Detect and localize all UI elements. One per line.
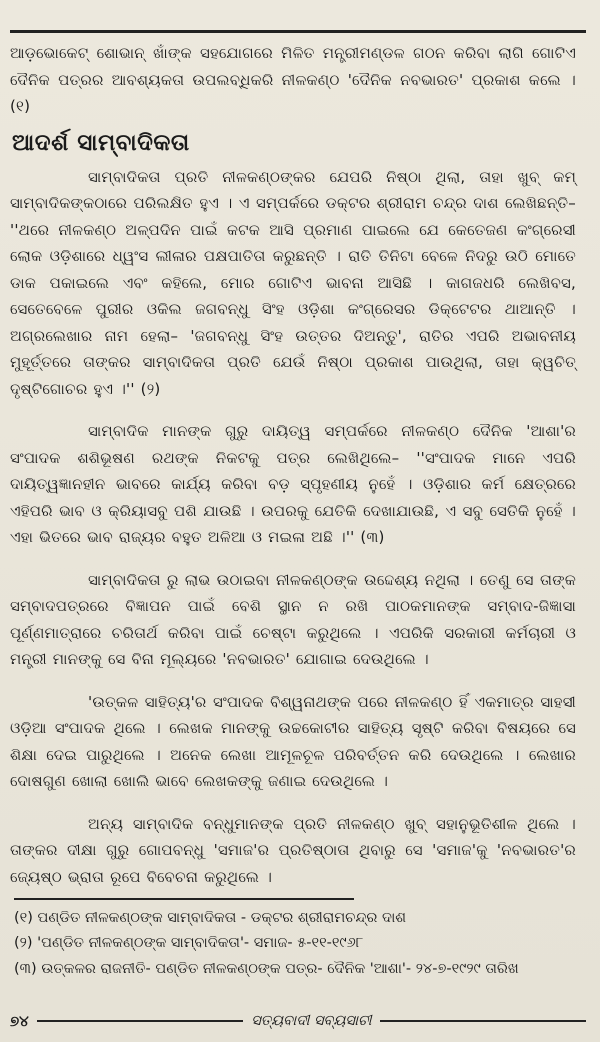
book-title: ସତ୍ୟବାଦୀ ସବ୍ୟସାଚୀ — [251, 1013, 372, 1029]
footnote-rule — [14, 898, 354, 900]
footnote-3: (୩) ଉତ୍କଳର ରାଜନୀତି- ପଣ୍ଡିତ ନୀଳକଣ୍ଠଙ୍କ ପତ୍ର- ଦୈନିକ 'ଆଶା'- ୨୪-୭-୧୯୨୯ ତାରିଖ — [14, 960, 519, 977]
paragraph-2: ସାମ୍ବାଦିକ ମାନଙ୍କ ଗୁରୁ ଦାୟିତ୍ୱ ସମ୍ପର୍କରେ ନୀଳକଣ୍ଠ ଦୈନିକ 'ଆଶା'ର ସଂପାଦକ ଶଶିଭୂଷଣ ରଥଙ୍କ ନିକଟକୁ ପତ୍ର ଲେଖିଥିଲେ– ''ସଂପାଦକ ମାନେ ଏପରି ଦାୟିତ୍ୱଜ୍ଞାନହୀନ ଭାବରେ କାର୍ଯ୍ୟ କରିବା ବଡ଼ ସ୍ପୃହଣୀୟ ନୁହେଁ । ଓଡ଼ିଶାର କର୍ମ କ୍ଷେତ୍ରରେ ଏହିପରି ଭାବ ଓ କ୍ରିୟାସବୁ ପଶି ଯାଉଛି । ଉପରକୁ ଯେତିକି ଦେଖାଯାଉଛି, ଏ ସବୁ ସେତିକି ନୁହେଁ । ଏହା ଭିତରେ ଭାବ ରାଜ୍ୟର ବହୁତ ଅଳିଆ ଓ ମଇଳା ଅଛି ।'' (୩) — [10, 422, 576, 546]
page-number: ୭୪ — [10, 1012, 29, 1030]
paragraph-3: ସାମ୍ବାଦିକତା ରୁ ଲାଭ ଉଠାଇବା ନୀଳକଣ୍ଠଙ୍କ ଉଦ୍ଦେଶ୍ୟ ନଥିଲା । ତେଣୁ ସେ ତାଙ୍କ ସମ୍ବାଦପତ୍ରରେ ବିଜ୍ଞାପନ ପାଇଁ ବେଶି ସ୍ଥାନ ନ ରଖି ପାଠକମାନଙ୍କ ସମ୍ବାଦ-ଜିଜ୍ଞାସା ପୂର୍ଣ୍ଣମାତ୍ରାରେ ଚରିତାର୍ଥ କରିବା ପାଇଁ ଚେଷ୍ଟା କରୁଥିଲେ । ଏପରିକି ସରକାରୀ କର୍ମଚାରୀ ଓ ମନ୍ତ୍ରୀ ମାନଙ୍କୁ ସେ ବିନା ମୂଲ୍ୟରେ 'ନବଭାରତ' ଯୋଗାଇ ଦେଉଥିଲେ । — [10, 570, 576, 668]
intro-paragraph: ଆଡ଼ଭୋକେଟ୍ ଶୋଭାନ୍ ଖାଁଙ୍କ ସହଯୋଗରେ ମିଳିତ ମନ୍ତ୍ରୀମଣ୍ଡଳ ଗଠନ କରିବା ଲାଗି ଗୋଟିଏ ଦୈନିକ ପତ୍ରର ଆବଶ୍ୟକତା ଉପଲବ୍ଧିକରି ନୀଳକଣ୍ଠ 'ଦୈନିକ ନବଭାରତ' ପ୍ରକାଶ କଲେ । (୧) — [10, 44, 576, 115]
footnote-2: (୨) 'ପଣ୍ଡିତ ନୀଳକଣ୍ଠଙ୍କ ସାମ୍ବାଦିକତା'- ସମାଜ- ୫-୧୧-୧୯୬୮ — [14, 935, 364, 951]
footer-line-right — [380, 1020, 586, 1022]
footer-line-left — [37, 1020, 243, 1022]
paragraph-4: 'ଉତ୍କଳ ସାହିତ୍ୟ'ର ସଂପାଦକ ବିଶ୍ୱନାଥଙ୍କ ପରେ ନୀଳକଣ୍ଠ ହିଁ ଏକମାତ୍ର ସାହସୀ ଓଡ଼ିଆ ସଂପାଦକ ଥିଲେ । ଲେଖକ ମାନଙ୍କୁ ଉଚ୍ଚକୋଟୀର ସାହିତ୍ୟ ସୃଷ୍ଟି କରିବା ବିଷୟରେ ସେ ଶିକ୍ଷା ଦେଇ ପାରୁଥିଲେ । ଅନେକ ଲେଖା ଆମୂଳଚୂଳ ପରିବର୍ତ୍ତନ କରି ଦେଉଥିଲେ । ଲେଖାର ଦୋଷଗୁଣ ଖୋଲା ଖୋଲି ଭାବେ ଲେଖକଙ୍କୁ ଜଣାଇ ଦେଉଥିଲେ । — [10, 692, 576, 790]
footnote-1: (୧) ପଣ୍ଡିତ ନୀଳକଣ୍ଠଙ୍କ ସାମ୍ବାଦିକତା - ଡକ୍ଟର ଶ୍ରୀରାମଚନ୍ଦ୍ର ଦାଶ — [14, 909, 407, 926]
section-heading: ଆଦର୍ଶ ସାମ୍ବାଦିକତା — [12, 129, 190, 156]
paragraph-5: ଅନ୍ୟ ସାମ୍ବାଦିକ ବନ୍ଧୁମାନଙ୍କ ପ୍ରତି ନୀଳକଣ୍ଠ ଖୁବ୍ ସହାନୁଭୂତିଶୀଳ ଥିଲେ । ତାଙ୍କର ଦୀକ୍ଷା ଗୁରୁ ଗୋପବନ୍ଧୁ 'ସମାଜ'ର ପ୍ରତିଷ୍ଠାତା ଥିବାରୁ ସେ 'ସମାଜ'କୁ 'ନବଭାରତ'ର ଜ୍ୟେଷ୍ଠ ଭ୍ରାତା ରୂପେ ବିବେଚନା କରୁଥିଲେ । — [10, 814, 576, 886]
paragraph-1: ସାମ୍ବାଦିକତା ପ୍ରତି ନୀଳକଣ୍ଠଙ୍କର ଯେପରି ନିଷ୍ଠା ଥିଲା, ତାହା ଖୁବ୍ କମ୍ ସାମ୍ବାଦିକଙ୍କଠାରେ ପରିଲକ୍ଷିତ ହୁଏ । ଏ ସମ୍ପର୍କରେ ଡକ୍ଟର ଶ୍ରୀରାମ ଚନ୍ଦ୍ର ଦାଶ ଲେଖିଛନ୍ତି– ''ଥରେ ନୀଳକଣ୍ଠ ଅଳ୍ପଦିନ ପାଇଁ କଟକ ଆସି ପ୍ରମାଣ ପାଇଲେ ଯେ କେତେଜଣ କଂଗ୍ରେସୀ ଲୋକ ଓଡ଼ିଶାରେ ଧ୍ୱଂସ ଲୀଳାର ପକ୍ଷପାତିତା କରୁଛନ୍ତି । ରାତି ତିନିଟା ବେଳେ ନିଦରୁ ଉଠି ମୋତେ ଡାକ ପକାଇଲେ ଏବଂ କହିଲେ, ମୋର ଗୋଟିଏ ଭାବନା ଆସିଛି । କାଗଜଧରି ଲେଖିବସ, ସେତେବେଳେ ପୁରୀର ଓକିଲ ଜଗବନ୍ଧୁ ସିଂହ ଓଡ଼ିଶା କଂଗ୍ରେସର ଡିକ୍ଟେଟର ଥାଆନ୍ତି । ଅଗ୍ରଲେଖାର ନାମ ହେଲା– 'ଜଗବନ୍ଧୁ ସିଂହ ଉତ୍ତର ଦିଅନ୍ତୁ', ରାତିର ଏପରି ଅଭାବନୀୟ ମୁହୂର୍ତ୍ତରେ ତାଙ୍କର ସାମ୍ବାଦିକତା ପ୍ରତି ଯେଉଁ ନିଷ୍ଠା ପ୍ରକାଶ ପାଉଥିଲା, ତାହା କ୍ୱଚିତ୍ ଦୃଷ୍ଟିଗୋଚର ହୁଏ ।'' (୨) — [10, 167, 576, 398]
top-rule — [10, 30, 586, 33]
page-footer — [10, 1012, 586, 1030]
